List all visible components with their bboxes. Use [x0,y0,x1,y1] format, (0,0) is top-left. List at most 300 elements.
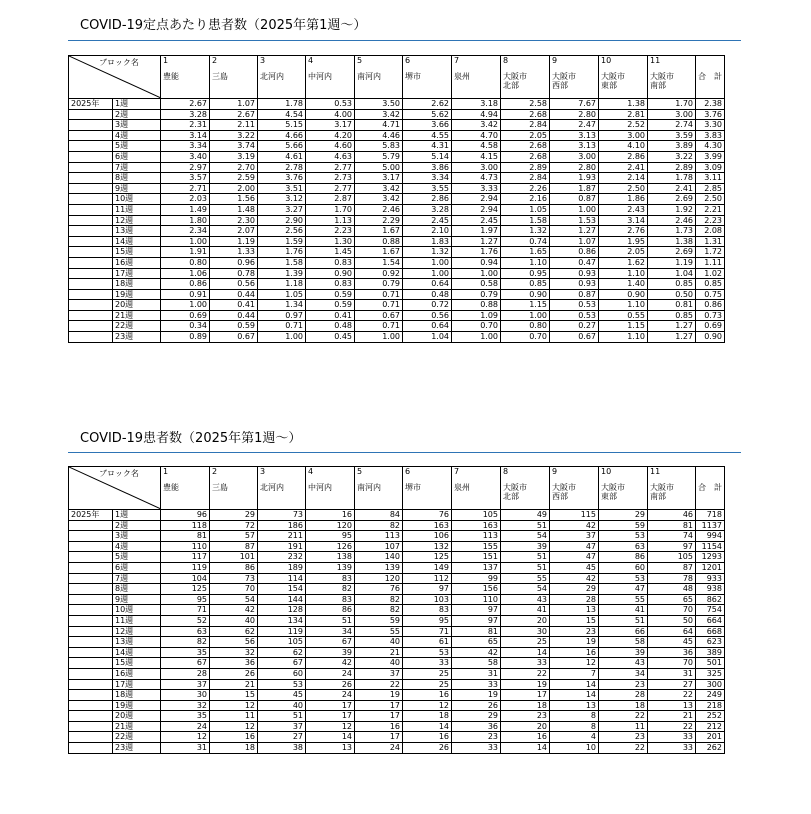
value-cell: 16 [403,732,452,743]
value-cell: 0.67 [355,310,403,321]
value-cell: 0.80 [501,321,550,332]
total-cell: 501 [696,658,725,669]
value-cell: 4 [550,732,599,743]
value-cell: 57 [210,531,258,542]
value-cell: 1.18 [258,279,306,290]
value-cell: 25 [403,679,452,690]
week-cell: 16週 [113,257,161,268]
value-cell: 26 [452,700,501,711]
column-number: 6 [405,56,411,65]
value-cell: 2.68 [501,141,550,152]
value-cell: 2.29 [355,215,403,226]
total-cell: 2.23 [696,215,725,226]
value-cell: 22 [648,690,696,701]
value-cell: 0.97 [258,310,306,321]
value-cell: 0.90 [306,268,355,279]
value-cell: 35 [161,711,210,722]
week-cell: 13週 [113,226,161,237]
value-cell: 81 [648,520,696,531]
value-cell: 0.67 [550,332,599,343]
value-cell: 1.58 [258,257,306,268]
value-cell: 26 [210,668,258,679]
column-header [501,56,550,99]
value-cell: 0.86 [550,247,599,258]
value-cell: 17 [501,690,550,701]
week-cell: 4週 [113,130,161,141]
table-row [69,584,725,595]
value-cell: 82 [355,594,403,605]
value-cell: 84 [355,510,403,521]
value-cell: 41 [599,605,648,616]
title-rule-2 [68,452,741,453]
column-name: 堺市 [405,482,421,492]
value-cell: 3.50 [355,99,403,110]
value-cell: 19 [452,690,501,701]
table-row [69,668,725,679]
value-cell: 25 [501,637,550,648]
value-cell: 3.57 [161,173,210,184]
value-cell: 4.46 [355,130,403,141]
table-rate [68,55,725,343]
value-cell: 4.10 [599,141,648,152]
value-cell: 0.64 [403,321,452,332]
value-cell: 43 [599,658,648,669]
value-cell: 43 [501,594,550,605]
value-cell: 19 [550,637,599,648]
value-cell: 16 [501,732,550,743]
week-cell: 1週 [113,99,161,110]
value-cell: 12 [161,732,210,743]
value-cell: 0.87 [550,194,599,205]
value-cell: 59 [355,615,403,626]
value-cell: 0.58 [452,279,501,290]
value-cell: 1.59 [258,236,306,247]
value-cell: 62 [258,647,306,658]
year-cell [69,300,113,311]
value-cell: 72 [210,520,258,531]
week-cell: 12週 [113,626,161,637]
value-cell: 20 [501,721,550,732]
value-cell: 51 [599,615,648,626]
value-cell: 47 [550,552,599,563]
value-cell: 54 [501,584,550,595]
value-cell: 12 [306,721,355,732]
title-rule-1 [68,40,741,41]
value-cell: 51 [501,562,550,573]
year-cell: 2025年 [69,510,113,521]
value-cell: 2.05 [501,130,550,141]
column-name: 南部 [650,492,666,502]
column-number: 10 [601,467,612,476]
week-cell: 17週 [113,679,161,690]
value-cell: 18 [501,700,550,711]
column-header [599,56,648,99]
table-row [69,700,725,711]
value-cell: 1.56 [210,194,258,205]
value-cell: 0.41 [306,310,355,321]
value-cell: 83 [306,573,355,584]
column-header [210,467,258,510]
value-cell: 3.74 [210,141,258,152]
value-cell: 2.11 [210,120,258,131]
value-cell: 1.00 [161,236,210,247]
value-cell: 2.84 [501,173,550,184]
week-cell: 23週 [113,332,161,343]
value-cell: 4.00 [306,109,355,120]
total-cell: 389 [696,647,725,658]
week-cell: 15週 [113,658,161,669]
column-header [306,56,355,99]
total-cell: 3.30 [696,120,725,131]
column-header [161,467,210,510]
value-cell: 154 [258,584,306,595]
week-cell: 6週 [113,151,161,162]
value-cell: 60 [599,562,648,573]
value-cell: 1.09 [452,310,501,321]
value-cell: 112 [403,573,452,584]
column-name: 大阪市 [601,71,625,81]
year-cell [69,552,113,563]
value-cell: 3.42 [452,120,501,131]
week-cell: 11週 [113,615,161,626]
value-cell: 16 [306,510,355,521]
value-cell: 0.90 [501,289,550,300]
value-cell: 14 [501,647,550,658]
value-cell: 16 [210,732,258,743]
column-header [403,467,452,510]
value-cell: 14 [501,743,550,754]
value-cell: 33 [648,743,696,754]
value-cell: 1.34 [258,300,306,311]
total-cell: 325 [696,668,725,679]
column-number: 5 [357,56,363,65]
value-cell: 67 [306,637,355,648]
column-number: 3 [260,467,266,476]
total-cell: 1201 [696,562,725,573]
column-number: 11 [650,56,661,65]
value-cell: 1.00 [550,204,599,215]
value-cell: 3.00 [599,130,648,141]
value-cell: 2.94 [452,204,501,215]
value-cell: 36 [452,721,501,732]
value-cell: 2.26 [501,183,550,194]
value-cell: 42 [210,605,258,616]
value-cell: 0.88 [355,236,403,247]
column-header [648,467,696,510]
week-cell: 7週 [113,162,161,173]
value-cell: 0.48 [403,289,452,300]
value-cell: 3.40 [161,151,210,162]
value-cell: 36 [648,647,696,658]
column-number: 7 [454,56,460,65]
column-number: 2 [212,467,218,476]
week-cell: 21週 [113,310,161,321]
value-cell: 34 [599,668,648,679]
column-name: 大阪市 [601,482,625,492]
value-cell: 8 [550,711,599,722]
value-cell: 2.73 [306,173,355,184]
value-cell: 110 [452,594,501,605]
year-cell [69,520,113,531]
value-cell: 1.00 [452,332,501,343]
column-name: 北河内 [260,71,284,81]
value-cell: 67 [161,658,210,669]
value-cell: 70 [210,584,258,595]
value-cell: 1.15 [599,321,648,332]
year-cell [69,658,113,669]
table-2-title: COVID-19患者数（2025年第1週～） [80,431,302,446]
year-cell [69,679,113,690]
value-cell: 1.10 [501,257,550,268]
value-cell: 2.23 [306,226,355,237]
value-cell: 2.89 [501,162,550,173]
value-cell: 3.28 [403,204,452,215]
value-cell: 2.81 [599,109,648,120]
value-cell: 2.90 [258,215,306,226]
column-name: 堺市 [405,71,421,81]
value-cell: 0.71 [355,321,403,332]
value-cell: 134 [258,615,306,626]
value-cell: 1.65 [501,247,550,258]
value-cell: 55 [599,594,648,605]
year-cell [69,637,113,648]
year-cell [69,204,113,215]
block-name-header [69,467,161,510]
table-row [69,120,725,131]
total-cell: 1.31 [696,236,725,247]
value-cell: 2.58 [501,99,550,110]
week-cell: 8週 [113,173,161,184]
week-cell: 18週 [113,690,161,701]
value-cell: 3.55 [403,183,452,194]
total-cell: 3.09 [696,162,725,173]
value-cell: 0.89 [161,332,210,343]
value-cell: 33 [648,732,696,743]
value-cell: 1.95 [599,236,648,247]
value-cell: 4.73 [452,173,501,184]
value-cell: 1.15 [501,300,550,311]
value-cell: 2.86 [599,151,648,162]
total-cell: 1293 [696,552,725,563]
total-cell: 1.72 [696,247,725,258]
value-cell: 1.53 [550,215,599,226]
table-row [69,268,725,279]
value-cell: 1.54 [355,257,403,268]
value-cell: 29 [210,510,258,521]
total-cell: 212 [696,721,725,732]
value-cell: 3.86 [403,162,452,173]
value-cell: 1.10 [599,332,648,343]
value-cell: 2.77 [306,162,355,173]
value-cell: 0.56 [210,279,258,290]
value-cell: 86 [210,562,258,573]
week-cell: 10週 [113,605,161,616]
value-cell: 33 [501,658,550,669]
value-cell: 70 [648,658,696,669]
column-name: 大阪市 [650,482,674,492]
value-cell: 3.76 [258,173,306,184]
value-cell: 39 [306,647,355,658]
value-cell: 74 [648,531,696,542]
value-cell: 2.10 [403,226,452,237]
value-cell: 2.94 [452,194,501,205]
value-cell: 1.58 [501,215,550,226]
value-cell: 86 [306,605,355,616]
value-cell: 2.47 [550,120,599,131]
value-cell: 32 [161,700,210,711]
value-cell: 7 [550,668,599,679]
value-cell: 76 [355,584,403,595]
value-cell: 40 [355,658,403,669]
value-cell: 11 [599,721,648,732]
table-row [69,109,725,120]
column-number: 6 [405,467,411,476]
value-cell: 2.46 [355,204,403,215]
value-cell: 73 [258,510,306,521]
value-cell: 13 [306,743,355,754]
value-cell: 50 [648,615,696,626]
value-cell: 97 [403,584,452,595]
value-cell: 4.63 [306,151,355,162]
week-cell: 5週 [113,141,161,152]
value-cell: 4.66 [258,130,306,141]
value-cell: 3.00 [550,151,599,162]
value-cell: 2.41 [599,162,648,173]
value-cell: 0.79 [452,289,501,300]
value-cell: 191 [258,541,306,552]
year-cell [69,236,113,247]
table-row [69,605,725,616]
value-cell: 28 [550,594,599,605]
value-cell: 1.38 [648,236,696,247]
value-cell: 42 [550,573,599,584]
value-cell: 55 [501,573,550,584]
table-row [69,300,725,311]
column-name: 東部 [601,81,617,91]
value-cell: 1.80 [161,215,210,226]
value-cell: 0.94 [452,257,501,268]
value-cell: 19 [501,679,550,690]
week-cell: 5週 [113,552,161,563]
year-cell [69,141,113,152]
column-number: 4 [308,56,314,65]
value-cell: 1.86 [599,194,648,205]
value-cell: 5.83 [355,141,403,152]
value-cell: 0.27 [550,321,599,332]
column-name: 大阪市 [552,482,576,492]
value-cell: 1.00 [501,310,550,321]
value-cell: 115 [550,510,599,521]
total-header: 合 計 [696,56,725,99]
value-cell: 1.83 [403,236,452,247]
year-cell [69,668,113,679]
value-cell: 0.47 [550,257,599,268]
column-header [599,467,648,510]
value-cell: 114 [258,573,306,584]
value-cell: 126 [306,541,355,552]
value-cell: 3.34 [161,141,210,152]
value-cell: 1.10 [599,268,648,279]
value-cell: 1.30 [306,236,355,247]
total-cell: 0.69 [696,321,725,332]
value-cell: 2.71 [161,183,210,194]
value-cell: 144 [258,594,306,605]
column-name: 南部 [650,81,666,91]
value-cell: 48 [648,584,696,595]
value-cell: 2.97 [161,162,210,173]
value-cell: 4.20 [306,130,355,141]
value-cell: 3.89 [648,141,696,152]
table-row [69,679,725,690]
value-cell: 71 [403,626,452,637]
year-cell [69,562,113,573]
value-cell: 163 [452,520,501,531]
value-cell: 82 [161,637,210,648]
column-name: 北部 [503,492,519,502]
table-row [69,520,725,531]
year-cell [69,162,113,173]
value-cell: 51 [258,711,306,722]
column-header [306,467,355,510]
total-cell: 1154 [696,541,725,552]
value-cell: 46 [648,510,696,521]
value-cell: 3.59 [648,130,696,141]
table-row [69,721,725,732]
value-cell: 3.33 [452,183,501,194]
value-cell: 58 [599,637,648,648]
value-cell: 5.62 [403,109,452,120]
year-cell [69,130,113,141]
value-cell: 83 [306,594,355,605]
value-cell: 0.70 [501,332,550,343]
value-cell: 1.05 [501,204,550,215]
block-name-label: ブロック名 [99,469,139,478]
value-cell: 1.07 [210,99,258,110]
value-cell: 2.52 [599,120,648,131]
value-cell: 27 [258,732,306,743]
value-cell: 1.91 [161,247,210,258]
column-name: 東部 [601,492,617,502]
value-cell: 118 [161,520,210,531]
table-row [69,279,725,290]
column-name: 南河内 [357,71,381,81]
value-cell: 0.86 [161,279,210,290]
value-cell: 82 [306,584,355,595]
value-cell: 24 [355,743,403,754]
value-cell: 24 [306,690,355,701]
value-cell: 3.66 [403,120,452,131]
value-cell: 96 [161,510,210,521]
total-header: 合 計 [696,467,725,510]
total-cell: 218 [696,700,725,711]
table-row [69,236,725,247]
value-cell: 99 [452,573,501,584]
value-cell: 3.14 [161,130,210,141]
value-cell: 0.64 [403,279,452,290]
column-name: 北部 [503,81,519,91]
year-cell [69,310,113,321]
year-cell [69,594,113,605]
table-row [69,99,725,110]
value-cell: 23 [599,732,648,743]
value-cell: 63 [161,626,210,637]
value-cell: 18 [403,711,452,722]
value-cell: 117 [161,552,210,563]
total-cell: 3.99 [696,151,725,162]
value-cell: 3.17 [355,173,403,184]
value-cell: 81 [161,531,210,542]
value-cell: 3.12 [258,194,306,205]
